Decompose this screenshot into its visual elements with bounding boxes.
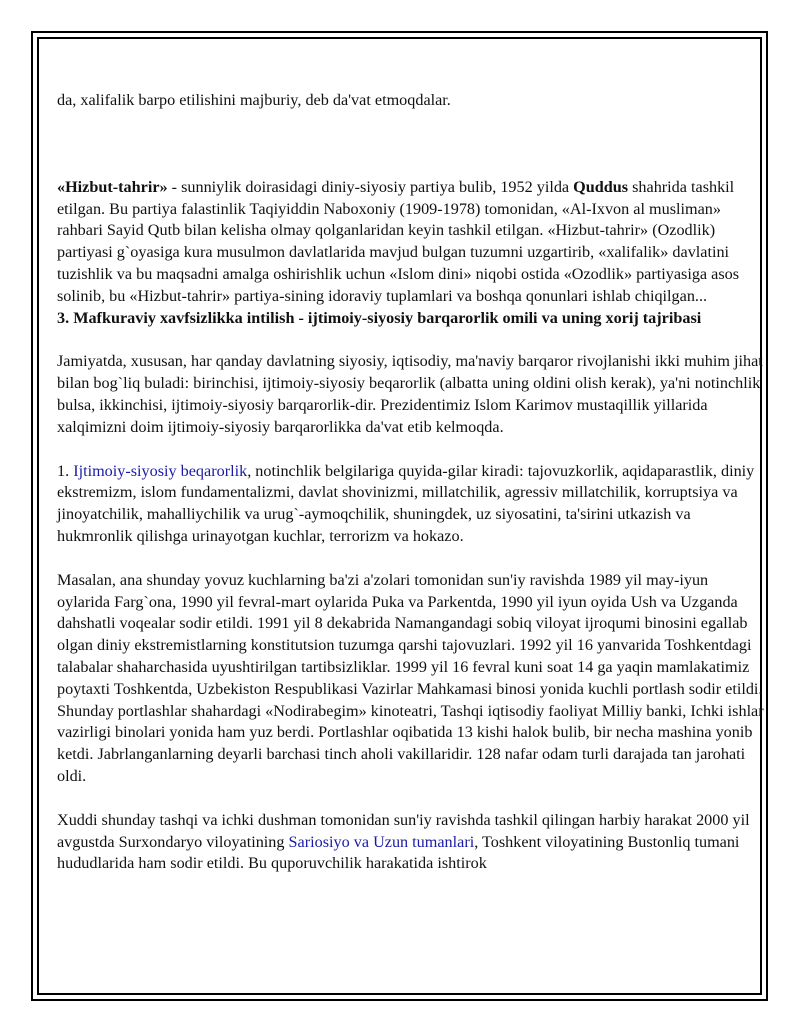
text-run: - sunniylik doirasidagi diniy-siyosiy partiya bulib, 1952 yilda <box>167 177 574 196</box>
spacer <box>57 329 765 351</box>
spacer <box>57 112 765 177</box>
text-run: Xuddi shunday tashqi va ichki dushman tomonidan sun'iy ravishda tashkil qilingan harbiy harakat 2000 yil avgustda Surxondaryo viloyatining <box>57 810 750 851</box>
paragraph-surxondaryo <box>57 810 765 875</box>
spacer <box>57 439 765 461</box>
paragraph-intro: da, xalifalik barpo etilishini majburiy, deb da'vat etmoqdalar. <box>57 91 451 109</box>
text-run: shahrida tashkil etilgan. Bu partiya falastinlik Taqiyiddin Naboxoniy (1909-1978) tomonidan, «Al-Ixvon al musliman» rahbari Sayid Qutb bilan kelisha olmay qolganlaridan keyin tashkil etilgan. «Hizbut-tahrir» (Ozodlik) partiyasi g`oyasiga kura musulmon davlatlarida mavjud bulgan tuzumni uzgartirib, «xalifalik» davlatini tuzishlik va bu maqsadni amalga oshirishlik uchun «Islom dini» niqobi ostida «Ozodlik» partiyasiga asos solinib, bu «Hizbut-tahrir» partiya-sining idoraviy tuplamlari va boshqa qonunlari ishlab chiqilgan... <box>57 177 740 305</box>
spacer <box>57 788 765 810</box>
paragraph-hizbut-tahrir <box>57 177 765 308</box>
link-instability[interactable]: Ijtimoiy-siyosiy beqarorlik <box>73 461 248 480</box>
spacer <box>57 548 765 570</box>
text-run: , notinchlik belgilariga quyida-gilar kiradi: tajovuzkorlik, aqidaparastlik, diniy ekstremizm, islom fundamentalizmi, davlat shovinizmi, millatchilik, agressiv millatchilik, korruptsiya va jinoyatchilik, mahalliychilik va urug`-aymoqchilik, shuningdek, uz siyosatini, ta'sirini utkazish va hukmronlik qilishga urinayotgan kuchlar, terrorizm va hokazo. <box>57 461 755 545</box>
text-run: , Toshkent viloyatining Bustonliq tumani hududlarida ham sodir etildi. Bu quporuvchilik harakatida ishtirok <box>57 832 740 873</box>
section-heading: 3. Mafkuraviy xavfsizlikka intilish - ijtimoiy-siyosiy barqarorlik omili va uning xorij tajribasi <box>57 308 702 327</box>
link-sariosiyo-uzun[interactable]: Sariosiyo va Uzun tumanlari <box>288 832 475 851</box>
term-hizbut-tahrir: «Hizbut-tahrir» <box>57 177 168 196</box>
paragraph-events: Masalan, ana shunday yovuz kuchlarning ba'zi a'zolari tomonidan sun'iy ravishda 1989 yil may-iyun oylarida Farg`ona, 1990 yil fevral-mart oylarida Puka va Parkentda, 1990 yil iyun oyida Ush va Uzganda dahshatli voqealar sodir etildi. 1991 yil 8 dekabrida Namangandagi sobiq viloyat ijroqumi binosini egallab olgan diniy ekstremistlarning konstitutsion tuzumga qarshi tajovuzlari. 1992 yil 16 yanvarida Toshkentdagi talabalar shaharchasida uyushtirilgan tartibsizliklar. 1999 yil 16 fevral kuni soat 14 ga yaqin mamlakatimiz poytaxti Toshkentda, Uzbekiston Respublikasi Vazirlar Mahkamasi binosi yonida kuchli portlash sodir etildi. Shunday portlashlar shahardagi «Nodirabegim» kinoteatri, Tashqi iqtisodiy faoliyat Milliy banki, Ichki ishlar vazirligi binolari yonida ham yuz berdi. Portlashlar oqibatida 13 kishi halok bulib, bir necha mashina yonib ketdi. Jabrlanganlarning deyarli barchasi tinch aholi vakillaridir. 128 nafar odam turli darajada tan jarohati oldi. <box>57 570 764 785</box>
paragraph-stability: Jamiyatda, xususan, har qanday davlatning siyosiy, iqtisodiy, ma'naviy barqaror rivojlanishi ikki muhim jihat bilan bog`liq buladi: birinchisi, ijtimoiy-siyosiy beqarorlik (albatta uning oldini olish kerak), ya'ni notinchlik bulsa, ikkinchisi, ijtimoiy-siyosiy barqarorlik-dir. Prezidentimiz Islom Karimov mustaqillik yillarida xalqimizni doim ijtimoiy-siyosiy barqarorlikka da'vat etib kelmoqda. <box>57 352 763 436</box>
document-body <box>57 90 765 875</box>
list-number: 1. <box>57 461 74 480</box>
term-quddus: Quddus <box>573 177 629 196</box>
paragraph-instability-signs <box>57 461 765 548</box>
